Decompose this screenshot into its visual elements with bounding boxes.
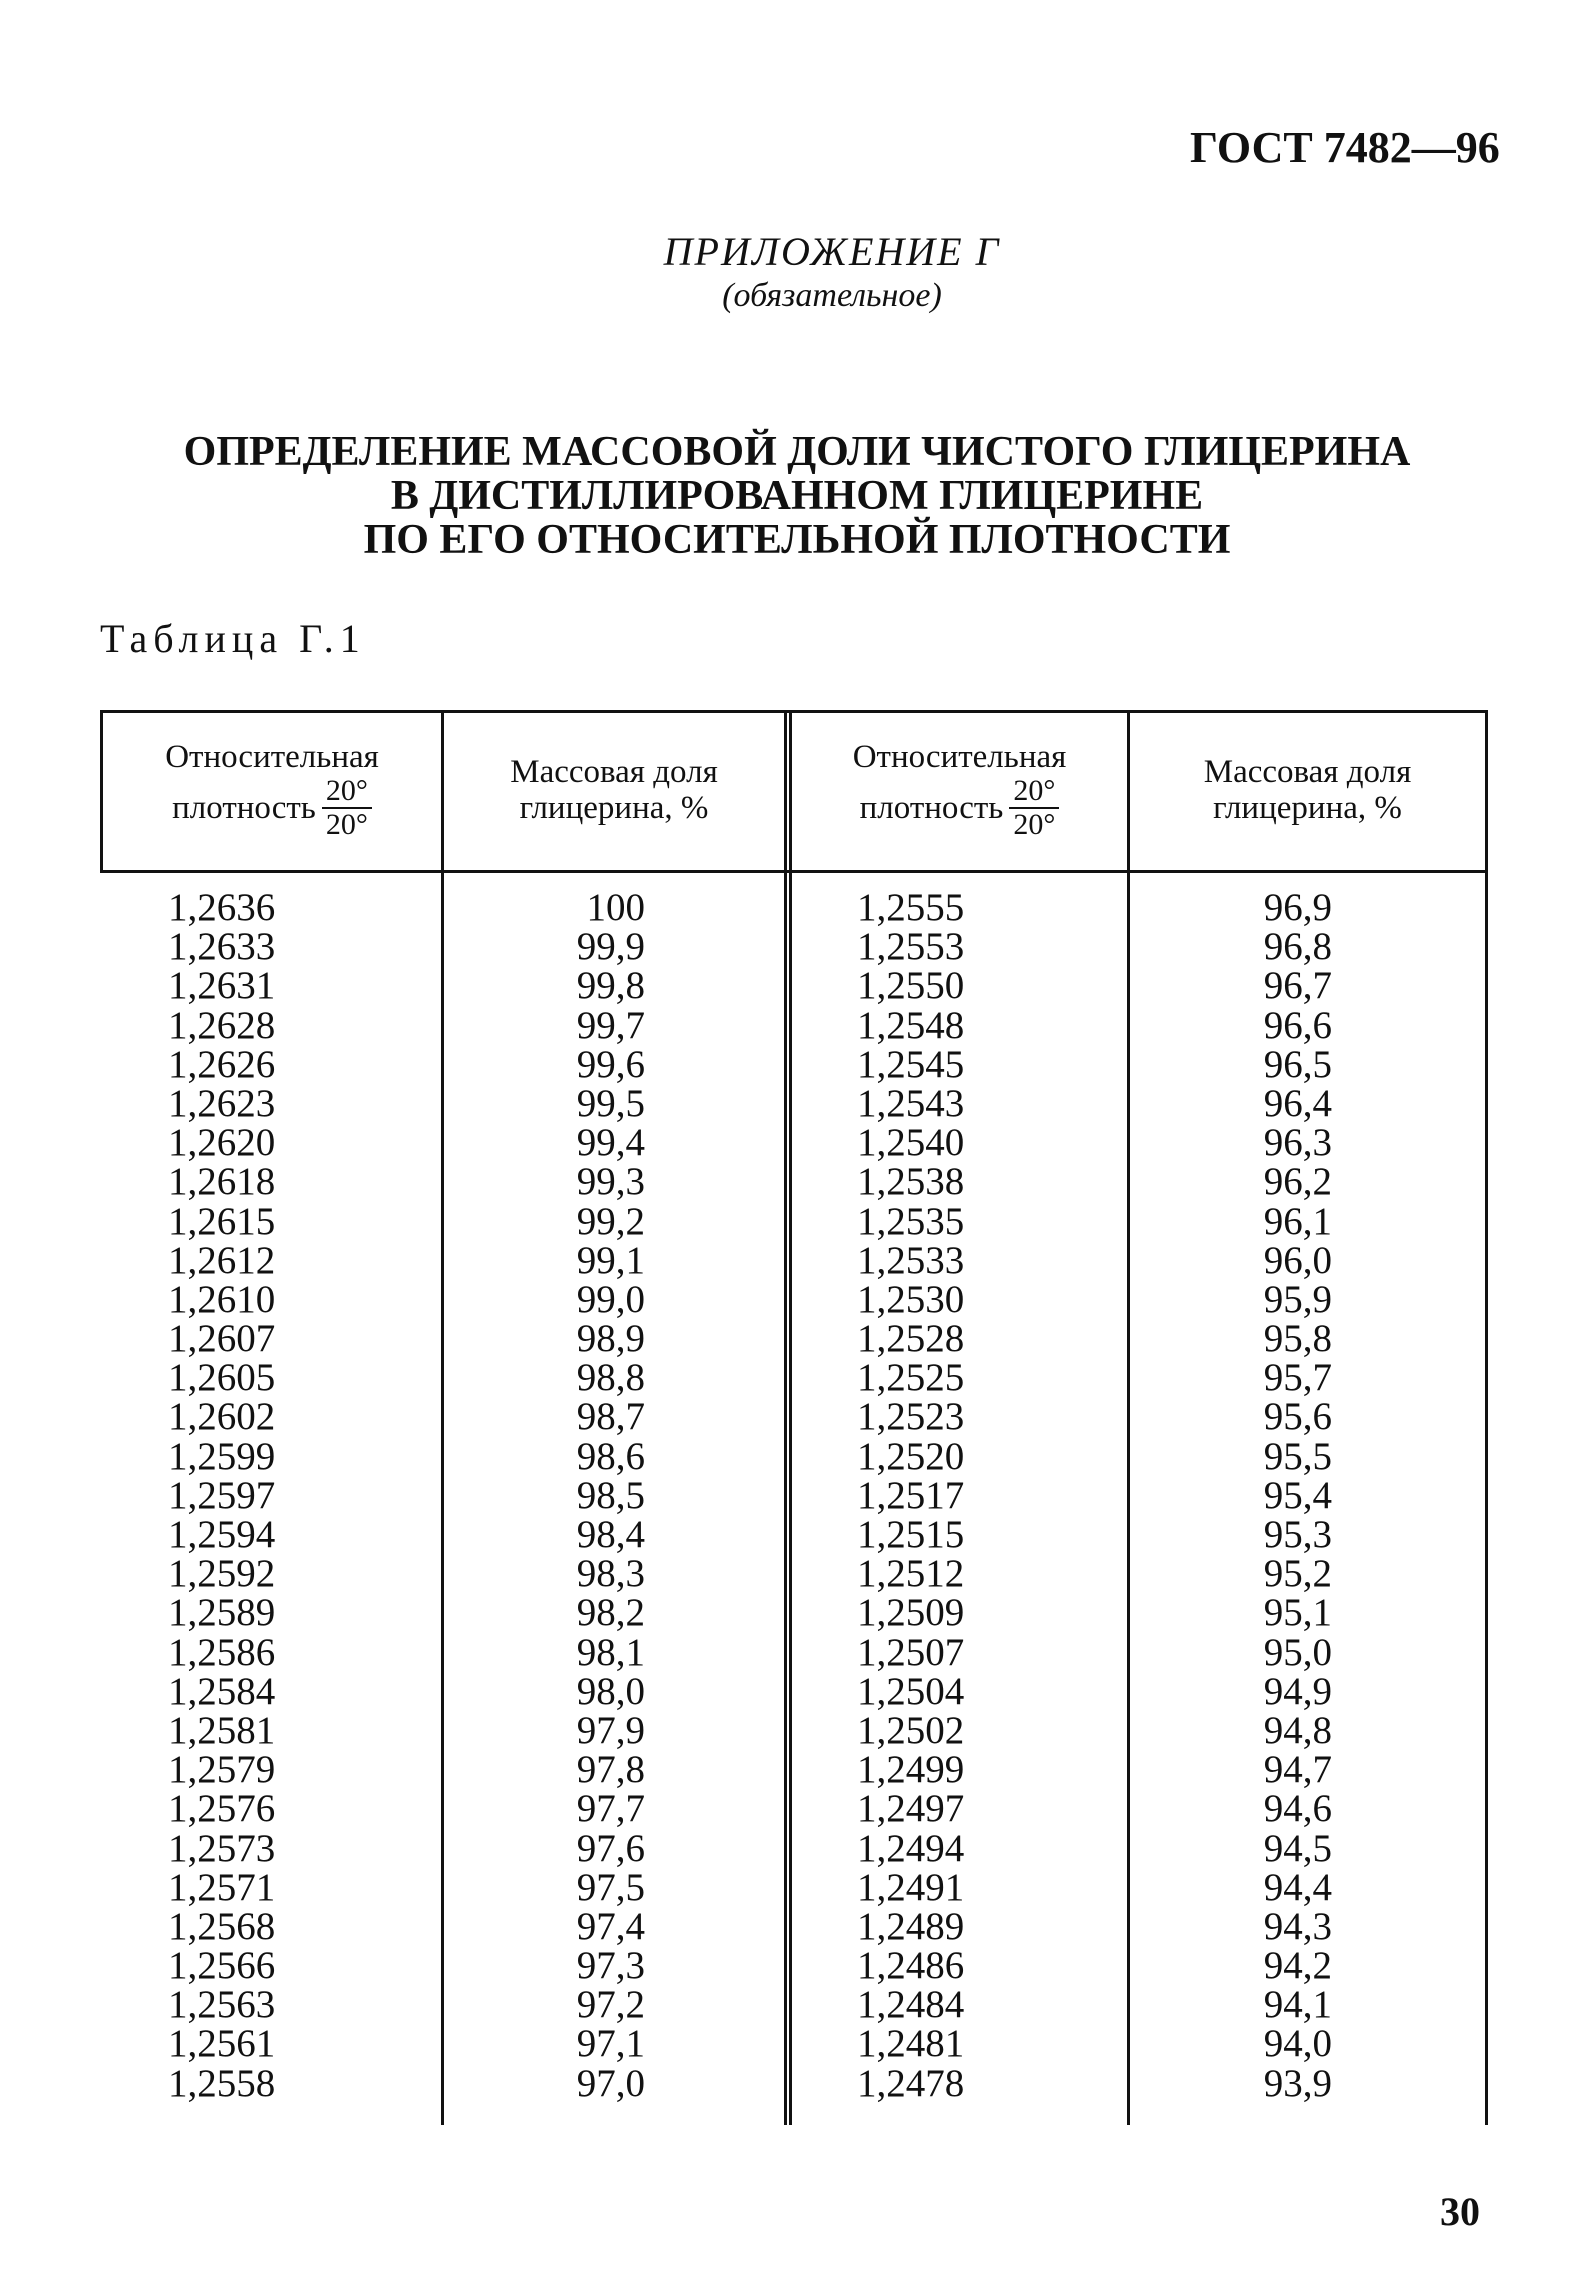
density-cell: 1,2538 bbox=[857, 1160, 965, 1204]
mass-cell: 95,1 bbox=[1263, 1591, 1332, 1635]
density-cell: 1,2484 bbox=[857, 1983, 965, 2027]
density-cell: 1,2540 bbox=[857, 1121, 965, 1165]
density-cell: 1,2481 bbox=[857, 2022, 965, 2066]
mass-cell: 94,9 bbox=[1263, 1669, 1332, 1713]
density-cell: 1,2502 bbox=[857, 1708, 965, 1752]
density-cell: 1,2581 bbox=[168, 1708, 276, 1752]
mass-cell: 96,6 bbox=[1263, 1003, 1332, 1047]
density-cell: 1,2558 bbox=[168, 2061, 276, 2105]
mass-cell: 95,5 bbox=[1263, 1434, 1332, 1478]
density-cell: 1,2543 bbox=[857, 1081, 965, 1125]
mass-cell: 97,0 bbox=[576, 2061, 645, 2105]
mass-cell: 95,4 bbox=[1263, 1473, 1332, 1517]
density-cell: 1,2517 bbox=[857, 1473, 965, 1517]
mass-cell: 95,2 bbox=[1263, 1552, 1332, 1596]
density-cell: 1,2636 bbox=[168, 886, 276, 929]
col-divider-2 bbox=[784, 710, 787, 2125]
col-divider-2b bbox=[789, 710, 792, 2125]
heading-line-2: В ДИСТИЛЛИРОВАННОМ ГЛИЦЕРИНЕ bbox=[390, 473, 1204, 519]
mass-cell: 96,1 bbox=[1263, 1199, 1332, 1243]
mass-cell: 98,4 bbox=[576, 1513, 645, 1556]
col-divider-3 bbox=[1127, 710, 1130, 2125]
density-label-line1: Относительная bbox=[852, 739, 1067, 775]
mass-cell: 97,4 bbox=[576, 1904, 645, 1948]
mass-cell: 98,1 bbox=[576, 1630, 645, 1674]
mass-cell: 98,8 bbox=[576, 1356, 645, 1400]
mass-cell: 96,8 bbox=[1263, 925, 1332, 969]
density-cell: 1,2499 bbox=[857, 1748, 965, 1792]
density-cell: 1,2515 bbox=[857, 1513, 965, 1556]
mass-cell: 96,9 bbox=[1263, 886, 1332, 929]
mass-cell: 98,3 bbox=[576, 1552, 645, 1596]
mass-cell: 94,7 bbox=[1263, 1748, 1332, 1792]
mass-cell: 95,9 bbox=[1263, 1277, 1332, 1321]
density-cell: 1,2626 bbox=[168, 1042, 276, 1086]
density-cell: 1,2568 bbox=[168, 1904, 276, 1948]
density-cell: 1,2623 bbox=[168, 1081, 276, 1125]
density-cell: 1,2555 bbox=[857, 886, 965, 929]
mass-cell: 93,9 bbox=[1263, 2061, 1332, 2105]
density-cell: 1,2633 bbox=[168, 925, 276, 969]
mass-cell: 97,9 bbox=[576, 1708, 645, 1752]
mass-label-line1: Массовая доля bbox=[510, 754, 718, 790]
density-cell: 1,2607 bbox=[168, 1317, 276, 1361]
density-cell: 1,2525 bbox=[857, 1356, 965, 1400]
fraction-numerator: 20° bbox=[1013, 774, 1056, 807]
left-mass-column bbox=[540, 888, 645, 2103]
density-cell: 1,2528 bbox=[857, 1317, 965, 1361]
mass-cell: 98,0 bbox=[576, 1669, 645, 1713]
density-cell: 1,2494 bbox=[857, 1826, 965, 1870]
mass-cell: 94,3 bbox=[1263, 1904, 1332, 1948]
density-cell: 1,2530 bbox=[857, 1277, 965, 1321]
density-cell: 1,2579 bbox=[168, 1748, 276, 1792]
density-label-line2: плотность bbox=[172, 790, 316, 826]
left-density-column bbox=[168, 888, 275, 2103]
density-cell: 1,2504 bbox=[857, 1669, 965, 1713]
density-cell: 1,2610 bbox=[168, 1277, 276, 1321]
density-cell: 1,2548 bbox=[857, 1003, 965, 1047]
mass-cell: 94,5 bbox=[1263, 1826, 1332, 1870]
mass-cell: 96,3 bbox=[1263, 1121, 1332, 1165]
mass-cell: 95,6 bbox=[1263, 1395, 1332, 1439]
mass-cell: 98,2 bbox=[576, 1591, 645, 1635]
page-number: 30 bbox=[1440, 2189, 1480, 2234]
header-bottom-border bbox=[100, 870, 1488, 873]
mass-cell: 98,5 bbox=[576, 1473, 645, 1517]
mass-cell: 99,0 bbox=[576, 1277, 645, 1321]
density-cell: 1,2478 bbox=[857, 2061, 965, 2105]
mass-cell: 95,7 bbox=[1263, 1356, 1332, 1400]
mass-cell: 97,5 bbox=[576, 1865, 645, 1909]
mass-cell: 97,3 bbox=[576, 1944, 645, 1988]
mass-cell: 96,4 bbox=[1263, 1081, 1332, 1125]
mass-cell: 97,2 bbox=[576, 1983, 645, 2027]
mass-cell: 96,2 bbox=[1263, 1160, 1332, 1204]
density-cell: 1,2533 bbox=[857, 1238, 965, 1282]
density-cell: 1,2597 bbox=[168, 1473, 276, 1517]
mass-cell: 97,6 bbox=[576, 1826, 645, 1870]
density-cell: 1,2509 bbox=[857, 1591, 965, 1635]
header-mass-left bbox=[444, 710, 784, 870]
right-density-column bbox=[857, 888, 964, 2103]
density-cell: 1,2628 bbox=[168, 1003, 276, 1047]
mass-cell: 96,7 bbox=[1263, 964, 1332, 1008]
fraction-denominator: 20° bbox=[322, 807, 372, 841]
document-code: ГОСТ 7482—96 bbox=[1190, 123, 1500, 172]
density-cell: 1,2615 bbox=[168, 1199, 276, 1243]
temperature-fraction bbox=[1009, 775, 1059, 841]
mass-cell: 94,6 bbox=[1263, 1787, 1332, 1831]
mass-label-line2: глицерина, % bbox=[519, 790, 709, 826]
header-mass-right bbox=[1130, 710, 1485, 870]
mass-cell: 97,1 bbox=[576, 2022, 645, 2066]
density-cell: 1,2620 bbox=[168, 1121, 276, 1165]
density-cell: 1,2512 bbox=[857, 1552, 965, 1596]
density-cell: 1,2491 bbox=[857, 1865, 965, 1909]
density-label-line1: Относительная bbox=[165, 739, 379, 775]
mass-cell: 95,3 bbox=[1263, 1513, 1332, 1556]
density-cell: 1,2589 bbox=[168, 1591, 276, 1635]
right-mass-column bbox=[1250, 888, 1332, 2103]
density-table bbox=[100, 710, 1488, 2125]
mass-cell: 99,9 bbox=[576, 925, 645, 969]
mass-cell: 94,4 bbox=[1263, 1865, 1332, 1909]
density-cell: 1,2599 bbox=[168, 1434, 276, 1478]
density-cell: 1,2486 bbox=[857, 1944, 965, 1988]
mass-cell: 97,8 bbox=[576, 1748, 645, 1792]
mass-cell: 94,1 bbox=[1263, 1983, 1332, 2027]
density-cell: 1,2545 bbox=[857, 1042, 965, 1086]
fraction-denominator: 20° bbox=[1009, 807, 1059, 841]
density-cell: 1,2592 bbox=[168, 1552, 276, 1596]
header-density-right bbox=[792, 710, 1127, 870]
heading-line-3: ПО ЕГО ОТНОСИТЕЛЬНОЙ ПЛОТНОСТИ bbox=[363, 517, 1231, 563]
mass-cell: 96,5 bbox=[1263, 1042, 1332, 1086]
density-cell: 1,2561 bbox=[168, 2022, 276, 2066]
density-cell: 1,2612 bbox=[168, 1238, 276, 1282]
col-divider-1 bbox=[441, 710, 444, 2125]
density-cell: 1,2602 bbox=[168, 1395, 276, 1439]
density-cell: 1,2497 bbox=[857, 1787, 965, 1831]
mass-cell: 94,2 bbox=[1263, 1944, 1332, 1988]
density-cell: 1,2523 bbox=[857, 1395, 965, 1439]
density-cell: 1,2489 bbox=[857, 1904, 965, 1948]
density-cell: 1,2520 bbox=[857, 1434, 965, 1478]
mass-cell: 96,0 bbox=[1263, 1238, 1332, 1282]
header-density-left bbox=[103, 710, 441, 870]
mass-cell: 99,1 bbox=[576, 1238, 645, 1282]
density-cell: 1,2594 bbox=[168, 1513, 276, 1556]
density-cell: 1,2618 bbox=[168, 1160, 276, 1204]
density-cell: 1,2605 bbox=[168, 1356, 276, 1400]
mass-cell: 98,7 bbox=[576, 1395, 645, 1439]
mass-cell: 99,5 bbox=[576, 1081, 645, 1125]
density-cell: 1,2631 bbox=[168, 964, 276, 1008]
mass-cell: 99,8 bbox=[576, 964, 645, 1008]
appendix-title: ПРИЛОЖЕНИЕ Г bbox=[663, 229, 1001, 274]
mass-cell: 99,2 bbox=[576, 1199, 645, 1243]
density-cell: 1,2573 bbox=[168, 1826, 276, 1870]
density-cell: 1,2563 bbox=[168, 1983, 276, 2027]
density-cell: 1,2571 bbox=[168, 1865, 276, 1909]
mass-cell: 99,4 bbox=[576, 1121, 645, 1165]
heading-line-1: ОПРЕДЕЛЕНИЕ МАССОВОЙ ДОЛИ ЧИСТОГО ГЛИЦЕРИНА bbox=[183, 429, 1411, 475]
appendix-block bbox=[0, 228, 1584, 315]
mass-label-line2: глицерина, % bbox=[1213, 790, 1402, 826]
density-cell: 1,2535 bbox=[857, 1199, 965, 1243]
mass-cell: 94,0 bbox=[1263, 2022, 1332, 2066]
mass-cell: 94,8 bbox=[1263, 1708, 1332, 1752]
mass-cell: 95,0 bbox=[1263, 1630, 1332, 1674]
mass-cell: 97,7 bbox=[576, 1787, 645, 1831]
mass-cell: 98,9 bbox=[576, 1317, 645, 1361]
mass-cell: 98,6 bbox=[576, 1434, 645, 1478]
section-heading bbox=[0, 430, 1584, 562]
temperature-fraction bbox=[322, 775, 372, 841]
mass-cell: 99,7 bbox=[576, 1003, 645, 1047]
mass-label-line1: Массовая доля bbox=[1203, 754, 1412, 790]
density-cell: 1,2576 bbox=[168, 1787, 276, 1831]
appendix-note: (обязательное) bbox=[722, 277, 942, 314]
density-cell: 1,2553 bbox=[857, 925, 965, 969]
density-cell: 1,2584 bbox=[168, 1669, 276, 1713]
density-cell: 1,2507 bbox=[857, 1630, 965, 1674]
table-right-border bbox=[1485, 710, 1488, 2125]
mass-cell: 100 bbox=[586, 886, 645, 929]
density-cell: 1,2550 bbox=[857, 964, 965, 1008]
mass-cell: 95,8 bbox=[1263, 1317, 1332, 1361]
density-cell: 1,2566 bbox=[168, 1944, 276, 1988]
density-label-line2: плотность bbox=[859, 790, 1004, 826]
table-label: Таблица Г.1 bbox=[100, 616, 366, 661]
mass-cell: 99,6 bbox=[576, 1042, 645, 1086]
fraction-numerator: 20° bbox=[325, 774, 368, 807]
mass-cell: 99,3 bbox=[576, 1160, 645, 1204]
density-cell: 1,2586 bbox=[168, 1630, 276, 1674]
